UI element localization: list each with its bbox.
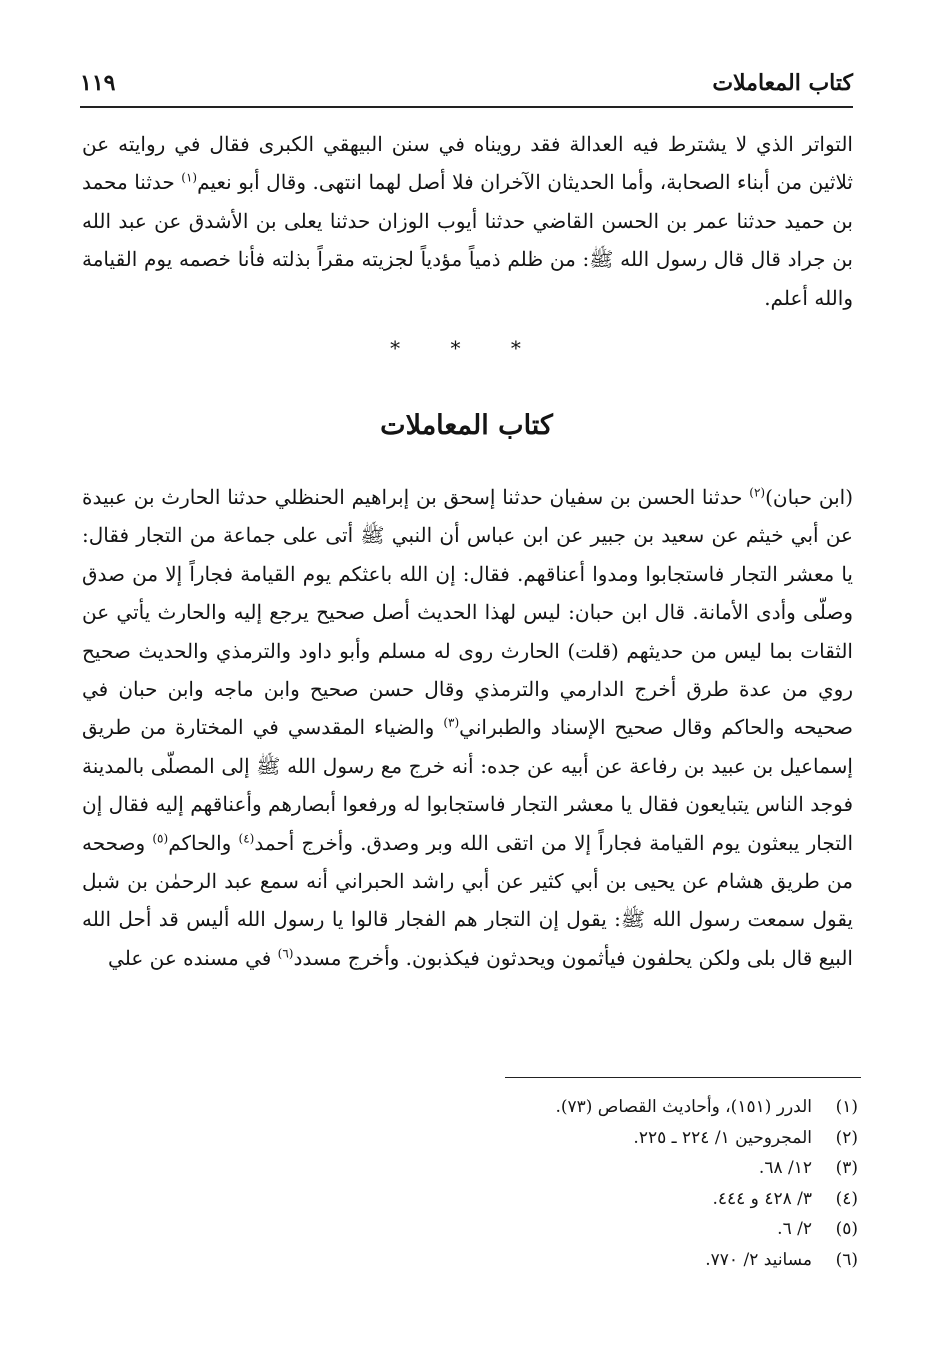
paragraph2-text-2: حدثنا الحسن بن سفيان حدثنا إسحق بن إبراهيم الحنظلي حدثنا الحارث بن عبيدة عن أبي خيثم عن سعيد بن جبير عن ابن عباس أن النبي ﷺ أتى على جماعة من التجار فقال: يا معشر التجار فاستجابوا ومدوا أعناقهم. فقال: إن الله باعثكم يوم القيامة فجاراً إلا من صدق وصلّى وأدى الأمانة. قال ابن حبان: ليس لهذا الحديث أصل صحيح يرجع إليه والحارث يأتي عن الثقات بما ليس من حديثهم (قلت) الحارث روى له مسلم وأبو داود والترمذي والحديث صحيح روي من عدة طرق أخرج الدارمي والترمذي وقال حسن صحيح وابن ماجه وابن حبان في صحيحه والحاكم وقال صحيح الإسناد والطبراني — [82, 485, 854, 740]
footnote-text: مسانيد ٢/ ٧٧٠. — [705, 1249, 812, 1270]
footnote-text: المجروحين ١/ ٢٢٤ ـ ٢٢٥. — [633, 1127, 812, 1148]
footnote-number: (١) — [835, 1097, 858, 1117]
header-divider — [80, 106, 853, 108]
paragraph2-text-5: وصححه من طريق هشام عن يحيى بن أبي كثير عن أبي راشد الحبراني أنه سمع عبد الرحمٰن بن شبل يقول سمعت رسول الله ﷺ: يقول إن التجار هم الفجار قالوا يا رسول الله أليس قد أحل الله البيع قال بلى ولكن يحلفون فيأثمون ويحدثون فيكذبون. وأخرج مسدد — [82, 830, 853, 970]
footnote-text: ٣/ ٤٢٨ و ٤٤٤. — [712, 1188, 812, 1209]
footnote-item — [358, 1214, 858, 1245]
footnote-divider — [505, 1077, 861, 1078]
footnote-text: ١٢/ ٦٨. — [758, 1158, 812, 1178]
paragraph2-text-4: والحاكم — [168, 830, 239, 855]
footnotes — [358, 1092, 858, 1275]
footnote-item — [358, 1123, 858, 1154]
page-number: ١١٩ — [80, 70, 116, 96]
paragraph2-text-3: والضياء المقدسي في المختارة من طريق إسماعيل بن عبيد بن رفاعة عن أبيه عن جده: أنه خرج مع رسول الله ﷺ إلى المصلّى بالمدينة فوجد الناس يتبايعون فقال يا معشر التجار فاستجابوا له ورفعوا أبصارهم وأعناقهم إليه فقال إن التجار يبعثون يوم القيامة فجاراً إلا من اتقى الله وبر وصدق. وأخرج أحمد — [82, 715, 853, 855]
footnote-ref-1: (١) — [181, 170, 198, 185]
paragraph-continuation — [82, 125, 853, 317]
footnote-item — [358, 1245, 858, 1276]
page-header — [80, 64, 853, 106]
footnote-ref-6: (٦) — [277, 946, 294, 961]
footnote-ref-4: (٤) — [238, 831, 255, 845]
paragraph2-text-1: (ابن حبان) — [765, 485, 853, 509]
paragraph1-text-1: التواتر الذي لا يشترط فيه العدالة فقد رويناه في سنن البيهقي الكبرى فقال في روايته عن ثلاثين من أبناء الصحابة، وأما الحديثان الآخران فلا أصل لهما انتهى. وقال أبو نعيم — [82, 132, 853, 195]
footnote-number: (٥) — [835, 1219, 858, 1239]
paragraph2-text-6: في مسنده عن علي — [108, 945, 278, 970]
section-separator: * * * — [390, 336, 543, 360]
footnote-item — [358, 1092, 858, 1123]
footnote-ref-3: (٣) — [443, 715, 460, 730]
footnote-item — [358, 1153, 858, 1184]
paragraph1-text-2: حدثنا محمد بن حميد حدثنا عمر بن الحسن القاضي حدثنا أيوب الوزان حدثنا يعلى بن الأشدق عن عبد الله بن جراد قال قال رسول الله ﷺ: من ظلم ذمياً مؤدياً لجزيته مقراً بذلته فأنا خصمه يوم القيامة والله أعلم. — [82, 170, 853, 310]
footnote-ref-5: (٥) — [152, 831, 169, 845]
footnote-item — [358, 1184, 858, 1215]
section-heading: كتاب المعاملات — [380, 410, 553, 441]
footnote-number: (٤) — [835, 1188, 858, 1209]
paragraph-main — [82, 478, 853, 977]
footnote-text: الدرر (١٥١)، وأحاديث القصاص (٧٣). — [555, 1097, 812, 1117]
footnote-number: (٦) — [835, 1249, 858, 1270]
footnote-text: ٢/ ٦. — [777, 1219, 812, 1239]
footnote-ref-2: (٢) — [749, 485, 766, 500]
footnote-number: (٣) — [835, 1158, 858, 1178]
footnote-number: (٢) — [835, 1127, 858, 1148]
running-title: كتاب المعاملات — [712, 70, 853, 96]
